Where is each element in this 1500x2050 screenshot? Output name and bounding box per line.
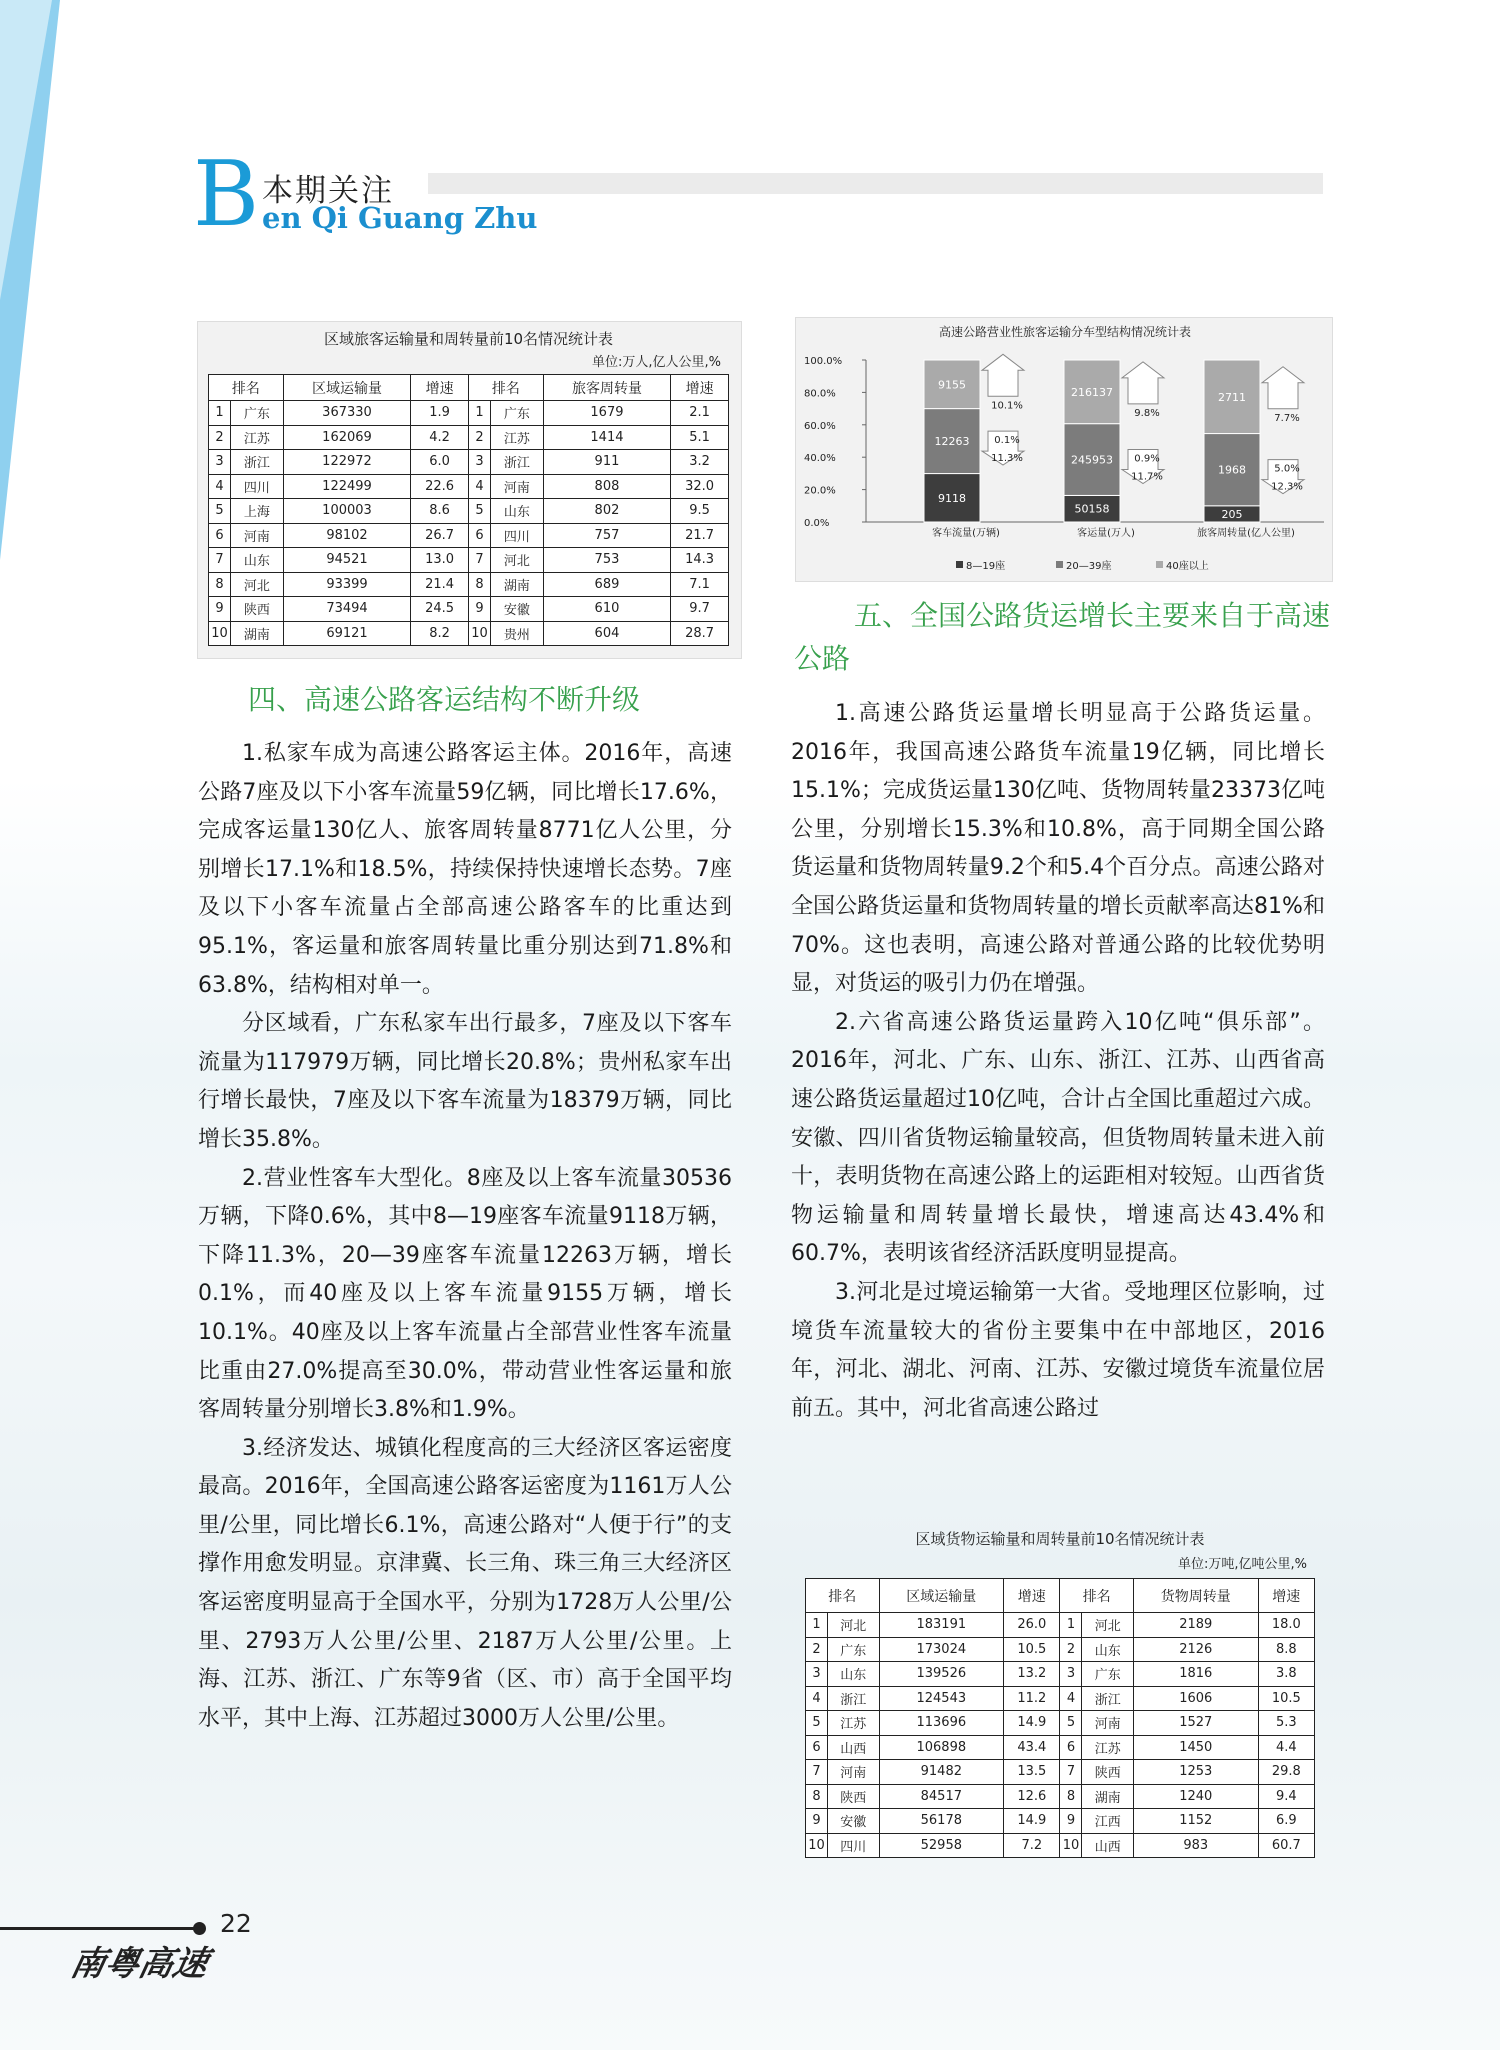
table-row (209, 499, 729, 524)
annotation-label: 11.7% (1131, 471, 1163, 483)
annotation-label: 11.3% (991, 453, 1023, 465)
table-row (806, 1686, 1315, 1711)
table-cell: 8.8 (1258, 1637, 1314, 1662)
table-row (209, 548, 729, 573)
header-letter: B (193, 142, 260, 247)
legend-swatch (1056, 561, 1063, 568)
table-cell: 1152 (1134, 1809, 1259, 1834)
table-row (209, 572, 729, 597)
table-row (806, 1809, 1315, 1834)
table-cell: 7.1 (671, 572, 729, 597)
right-paragraph: 2.六省高速公路货运量跨入10亿吨“俱乐部”。2016年，河北、广东、山东、浙江、江苏、山西省高速公路货运量超过10亿吨，合计占全国比重超过六成。安徽、四川省货物运输量较高，但货物周转量未进入前十，表明货物在高速公路上的运距相对较短。山西省货物运输量和周转量增长最快，增速高达43.4%和60.7%，表明该省经济活跃度明显提高。 (791, 1009, 1325, 1267)
table-cell: 9.4 (1258, 1784, 1314, 1809)
annotation-label: 0.9% (1134, 453, 1160, 465)
table-row (806, 1784, 1315, 1809)
table-cell: 河北 (231, 572, 284, 597)
table-cell: 11.2 (1004, 1686, 1060, 1711)
table-cell: 173024 (879, 1637, 1004, 1662)
footer-logo: 南粤高速 (67, 1944, 212, 1984)
table-cell: 139526 (879, 1662, 1004, 1687)
table-cell: 浙江 (231, 450, 284, 475)
freight-table (805, 1578, 1315, 1858)
x-category-label: 客运量(万人) (1077, 528, 1135, 539)
annotation-label: 12.3% (1271, 481, 1303, 493)
annotation-label: 9.8% (1134, 407, 1160, 419)
table-header-cell: 排名 (468, 375, 543, 401)
table-cell: 367330 (283, 401, 411, 426)
table-cell: 3 (1060, 1662, 1082, 1687)
table-cell: 7 (468, 548, 490, 573)
table-cell: 1 (806, 1613, 828, 1638)
table-cell: 4 (806, 1686, 828, 1711)
table-cell: 610 (543, 597, 671, 622)
table-cell: 湖南 (490, 572, 543, 597)
up-arrow-icon (982, 354, 1024, 396)
table-cell: 3 (468, 450, 490, 475)
table-cell: 安徽 (490, 597, 543, 622)
table-cell: 湖南 (1082, 1784, 1134, 1809)
table-cell: 84517 (879, 1784, 1004, 1809)
table-cell: 1527 (1134, 1711, 1259, 1736)
table-cell: 689 (543, 572, 671, 597)
table-cell: 18.0 (1258, 1613, 1314, 1638)
table-cell: 4 (209, 474, 231, 499)
table-cell: 1816 (1134, 1662, 1259, 1687)
table-cell: 91482 (879, 1760, 1004, 1785)
table-cell: 9.5 (671, 499, 729, 524)
y-tick-label: 80.0% (804, 388, 836, 400)
table-header-cell: 增速 (671, 375, 729, 401)
freight-table-title: 区域货物运输量和周转量前10名情况统计表 (915, 1530, 1205, 1548)
table-cell: 2 (468, 425, 490, 450)
table-cell: 10.5 (1258, 1686, 1314, 1711)
table-row (806, 1833, 1315, 1858)
table-cell: 9 (1060, 1809, 1082, 1834)
table-cell: 4.2 (411, 425, 469, 450)
table-cell: 四川 (828, 1833, 880, 1858)
table-cell: 28.7 (671, 621, 729, 646)
bus-structure-chart (796, 318, 1334, 583)
table-cell: 32.0 (671, 474, 729, 499)
table-row (806, 1711, 1315, 1736)
passenger-table-unit: 单位:万人,亿人公里,% (592, 355, 721, 370)
table-cell: 183191 (879, 1613, 1004, 1638)
table-row (209, 597, 729, 622)
freight-table-unit: 单位:万吨,亿吨公里,% (1178, 1557, 1307, 1572)
table-header-cell: 区域运输量 (879, 1579, 1004, 1613)
table-header-cell: 增速 (1258, 1579, 1314, 1613)
table-cell: 2.1 (671, 401, 729, 426)
table-cell: 911 (543, 450, 671, 475)
table-cell: 9.7 (671, 597, 729, 622)
left-column-text (198, 735, 732, 1738)
table-cell: 河南 (1082, 1711, 1134, 1736)
table-header-row (806, 1579, 1315, 1613)
legend-label: 40座以上 (1166, 561, 1209, 572)
section-four-heading: 四、高速公路客运结构不断升级 (248, 683, 641, 716)
right-paragraph: 3.河北是过境运输第一大省。受地理区位影响，过境货车流量较大的省份主要集中在中部地区，2016年，河北、湖北、河南、江苏、安徽过境货车流量位居前五。其中，河北省高速公路过 (791, 1279, 1325, 1421)
table-cell: 山东 (490, 499, 543, 524)
table-cell: 江苏 (828, 1711, 880, 1736)
bar-value-label: 9118 (938, 491, 966, 505)
table-cell: 12.6 (1004, 1784, 1060, 1809)
table-cell: 10 (209, 621, 231, 646)
table-cell: 10 (806, 1833, 828, 1858)
table-cell: 808 (543, 474, 671, 499)
table-cell: 14.3 (671, 548, 729, 573)
left-paragraph: 1.私家车成为高速公路客运主体。2016年，高速公路7座及以下小客车流量59亿辆，同比增长17.6%，完成客运量130亿人、旅客周转量8771亿人公里，分别增长17.1%和18.5%，持续保持快速增长态势。7座及以下小客车流量占全部高速公路客车的比重达到95.1%，客运量和旅客周转量比重分别达到71.8%和63.8%，结构相对单一。 (198, 741, 732, 998)
table-row (806, 1662, 1315, 1687)
annotation-label: 5.0% (1274, 463, 1300, 475)
table-cell: 10 (468, 621, 490, 646)
table-row (209, 401, 729, 426)
bar-value-label: 245953 (1071, 453, 1113, 467)
table-header-cell: 增速 (411, 375, 469, 401)
table-cell: 1606 (1134, 1686, 1259, 1711)
left-paragraph: 分区域看，广东私家车出行最多，7座及以下客车流量为117979万辆，同比增长20.8%；贵州私家车出行增长最快，7座及以下客车流量为18379万辆，同比增长35.8%。 (198, 1011, 732, 1152)
bar-value-label: 9155 (938, 378, 966, 392)
table-cell: 2126 (1134, 1637, 1259, 1662)
footer-line (0, 1927, 195, 1930)
table-cell: 122972 (283, 450, 411, 475)
table-cell: 山西 (1082, 1833, 1134, 1858)
table-header-cell: 排名 (806, 1579, 880, 1613)
table-cell: 1 (209, 401, 231, 426)
table-cell: 21.4 (411, 572, 469, 597)
up-arrow-icon (1122, 362, 1164, 404)
table-cell: 江苏 (231, 425, 284, 450)
table-cell: 8 (468, 572, 490, 597)
right-paragraph: 1.高速公路货运量增长明显高于公路货运量。2016年，我国高速公路货车流量19亿辆，同比增长15.1%；完成货运量130亿吨、货物周转量23373亿吨公里，分别增长15.3%和10.8%，高于同期全国公路货运量和货物周转量9.2个和5.4个百分点。高速公路对全国公路货运量和货物周转量的增长贡献率高达81%和70%。这也表明，高速公路对普通公路的比较优势明显，对货运的吸引力仍在增强。 (791, 701, 1325, 997)
table-cell: 8 (209, 572, 231, 597)
annotation-label: 0.1% (994, 435, 1020, 447)
legend-swatch (956, 561, 963, 568)
table-cell: 湖南 (231, 621, 284, 646)
table-row (209, 450, 729, 475)
table-cell: 5 (468, 499, 490, 524)
table-cell: 江苏 (1082, 1735, 1134, 1760)
table-cell: 7 (1060, 1760, 1082, 1785)
table-header-cell: 旅客周转量 (543, 375, 671, 401)
table-cell: 9 (468, 597, 490, 622)
table-cell: 6 (1060, 1735, 1082, 1760)
table-header-cell: 区域运输量 (283, 375, 411, 401)
bar-value-label: 1968 (1218, 463, 1246, 477)
table-cell: 6 (806, 1735, 828, 1760)
table-cell: 13.2 (1004, 1662, 1060, 1687)
table-cell: 100003 (283, 499, 411, 524)
table-cell: 河南 (828, 1760, 880, 1785)
x-category-label: 旅客周转量(亿人公里) (1197, 528, 1295, 539)
table-cell: 8.6 (411, 499, 469, 524)
table-header-cell: 排名 (1060, 1579, 1134, 1613)
table-cell: 802 (543, 499, 671, 524)
table-cell: 山西 (828, 1735, 880, 1760)
table-cell: 河北 (1082, 1613, 1134, 1638)
table-cell: 江苏 (490, 425, 543, 450)
table-header-cell: 增速 (1004, 1579, 1060, 1613)
table-cell: 浙江 (490, 450, 543, 475)
table-cell: 1 (468, 401, 490, 426)
legend-label: 20—39座 (1066, 561, 1112, 572)
table-cell: 1.9 (411, 401, 469, 426)
table-cell: 52958 (879, 1833, 1004, 1858)
chart-title: 高速公路营业性旅客运输分车型结构情况统计表 (938, 325, 1192, 339)
table-cell: 162069 (283, 425, 411, 450)
table-cell: 1240 (1134, 1784, 1259, 1809)
table-cell: 河北 (828, 1613, 880, 1638)
table-cell: 陕西 (231, 597, 284, 622)
y-tick-label: 20.0% (804, 485, 836, 497)
table-cell: 3 (209, 450, 231, 475)
table-cell: 106898 (879, 1735, 1004, 1760)
table-cell: 1253 (1134, 1760, 1259, 1785)
table-cell: 6.0 (411, 450, 469, 475)
passenger-table-box (197, 321, 742, 659)
table-cell: 21.7 (671, 523, 729, 548)
table-cell: 四川 (231, 474, 284, 499)
page-number: 22 (220, 1909, 252, 1938)
table-cell: 13.5 (1004, 1760, 1060, 1785)
table-cell: 河北 (490, 548, 543, 573)
table-cell: 8 (1060, 1784, 1082, 1809)
table-cell: 山东 (1082, 1637, 1134, 1662)
table-cell: 94521 (283, 548, 411, 573)
table-cell: 6 (468, 523, 490, 548)
table-cell: 604 (543, 621, 671, 646)
table-cell: 122499 (283, 474, 411, 499)
table-cell: 浙江 (1082, 1686, 1134, 1711)
passenger-table-title: 区域旅客运输量和周转量前10名情况统计表 (323, 330, 614, 348)
table-cell: 26.7 (411, 523, 469, 548)
corner-decoration-light (0, 0, 52, 300)
table-cell: 2 (1060, 1637, 1082, 1662)
table-cell: 7 (806, 1760, 828, 1785)
table-cell: 8 (806, 1784, 828, 1809)
table-cell: 1679 (543, 401, 671, 426)
header-title-cn: 本期关注 (262, 173, 394, 209)
table-cell: 14.9 (1004, 1711, 1060, 1736)
x-category-label: 客车流量(万辆) (932, 528, 1000, 539)
table-cell: 113696 (879, 1711, 1004, 1736)
table-cell: 山东 (828, 1662, 880, 1687)
section-five-heading: 五、全国公路货运增长主要来自于高速公路 (794, 599, 1331, 675)
table-cell: 河南 (231, 523, 284, 548)
table-row (209, 474, 729, 499)
table-cell: 3.2 (671, 450, 729, 475)
table-row (209, 425, 729, 450)
table-cell: 7.2 (1004, 1833, 1060, 1858)
table-cell: 江西 (1082, 1809, 1134, 1834)
table-cell: 93399 (283, 572, 411, 597)
right-column-text (791, 695, 1325, 1428)
y-tick-label: 60.0% (804, 420, 836, 432)
y-tick-label: 0.0% (804, 518, 830, 529)
bar-value-label: 2711 (1218, 390, 1246, 404)
table-header-cell: 排名 (209, 375, 284, 401)
table-header-row (209, 375, 729, 401)
table-cell: 6 (209, 523, 231, 548)
table-cell: 山东 (231, 548, 284, 573)
footer-dot (193, 1922, 206, 1935)
table-cell: 2 (806, 1637, 828, 1662)
annotation-label: 7.7% (1274, 412, 1300, 424)
table-cell: 26.0 (1004, 1613, 1060, 1638)
table-row (806, 1735, 1315, 1760)
y-tick-label: 40.0% (804, 453, 836, 465)
table-cell: 13.0 (411, 548, 469, 573)
table-cell: 5 (806, 1711, 828, 1736)
table-row (209, 621, 729, 646)
table-cell: 河南 (490, 474, 543, 499)
table-row (806, 1760, 1315, 1785)
table-cell: 757 (543, 523, 671, 548)
table-cell: 5.1 (671, 425, 729, 450)
table-cell: 2 (209, 425, 231, 450)
y-tick-label: 100.0% (804, 356, 843, 367)
table-cell: 3 (806, 1662, 828, 1687)
table-cell: 10 (1060, 1833, 1082, 1858)
table-cell: 2189 (1134, 1613, 1259, 1638)
table-cell: 1414 (543, 425, 671, 450)
table-cell: 广东 (490, 401, 543, 426)
table-cell: 69121 (283, 621, 411, 646)
table-cell: 22.6 (411, 474, 469, 499)
table-cell: 7 (209, 548, 231, 573)
table-cell: 73494 (283, 597, 411, 622)
table-cell: 6.9 (1258, 1809, 1314, 1834)
chart-box (795, 317, 1333, 582)
legend-label: 8—19座 (966, 561, 1006, 572)
table-cell: 四川 (490, 523, 543, 548)
table-cell: 56178 (879, 1809, 1004, 1834)
table-cell: 5 (209, 499, 231, 524)
table-cell: 10.5 (1004, 1637, 1060, 1662)
up-arrow-icon (1262, 367, 1304, 409)
table-cell: 43.4 (1004, 1735, 1060, 1760)
table-cell: 9 (806, 1809, 828, 1834)
bar-value-label: 205 (1221, 507, 1243, 521)
table-cell: 4 (1060, 1686, 1082, 1711)
table-row (806, 1613, 1315, 1638)
left-paragraph: 2.营业性客车大型化。8座及以上客车流量30536万辆，下降0.6%，其中8—19座客车流量9118万辆，下降11.3%，20—39座客车流量12263万辆，增长0.1%，而40座及以上客车流量9155万辆，增长10.1%。40座及以上客车流量占全部营业性客车流量比重由27.0%提高至30.0%，带动营业性客运量和旅客周转量分别增长3.8%和1.9%。 (198, 1165, 732, 1423)
table-cell: 1450 (1134, 1735, 1259, 1760)
table-cell: 1 (1060, 1613, 1082, 1638)
table-cell: 浙江 (828, 1686, 880, 1711)
table-cell: 24.5 (411, 597, 469, 622)
freight-table-box (805, 1528, 1315, 1858)
passenger-table (208, 374, 729, 646)
bar-value-label: 216137 (1071, 385, 1113, 399)
table-cell: 安徽 (828, 1809, 880, 1834)
legend-swatch (1156, 561, 1163, 568)
table-cell: 8.2 (411, 621, 469, 646)
table-cell: 贵州 (490, 621, 543, 646)
table-cell: 广东 (828, 1637, 880, 1662)
table-cell: 29.8 (1258, 1760, 1314, 1785)
table-cell: 广东 (231, 401, 284, 426)
annotation-label: 10.1% (991, 400, 1023, 412)
table-cell: 陕西 (1082, 1760, 1134, 1785)
table-cell: 4.4 (1258, 1735, 1314, 1760)
table-cell: 14.9 (1004, 1809, 1060, 1834)
table-row (806, 1637, 1315, 1662)
bar-value-label: 12263 (934, 435, 970, 449)
table-row (209, 523, 729, 548)
header-bar (428, 173, 1323, 194)
table-cell: 60.7 (1258, 1833, 1314, 1858)
left-paragraph: 3.经济发达、城镇化程度高的三大经济区客运密度最高。2016年，全国高速公路客运密度为1161万人公里/公里，同比增长6.1%，高速公路对“人便于行”的支撑作用愈发明显。京津冀、长三角、珠三角三大经济区客运密度明显高于全国水平，分别为1728万人公里/公里、2793万人公里/公里、2187万人公里/公里。上海、江苏、浙江、广东等9省（区、市）高于全国平均水平，其中上海、江苏超过3000万人公里/公里。 (198, 1435, 732, 1731)
table-cell: 4 (468, 474, 490, 499)
table-cell: 上海 (231, 499, 284, 524)
header-title-en: en Qi Guang Zhu (262, 201, 538, 235)
table-cell: 陕西 (828, 1784, 880, 1809)
table-cell: 3.8 (1258, 1662, 1314, 1687)
table-cell: 5.3 (1258, 1711, 1314, 1736)
table-header-cell: 货物周转量 (1134, 1579, 1259, 1613)
table-cell: 98102 (283, 523, 411, 548)
table-cell: 5 (1060, 1711, 1082, 1736)
table-cell: 124543 (879, 1686, 1004, 1711)
table-cell: 983 (1134, 1833, 1259, 1858)
table-cell: 9 (209, 597, 231, 622)
bar-value-label: 50158 (1074, 502, 1110, 516)
table-cell: 753 (543, 548, 671, 573)
table-cell: 广东 (1082, 1662, 1134, 1687)
